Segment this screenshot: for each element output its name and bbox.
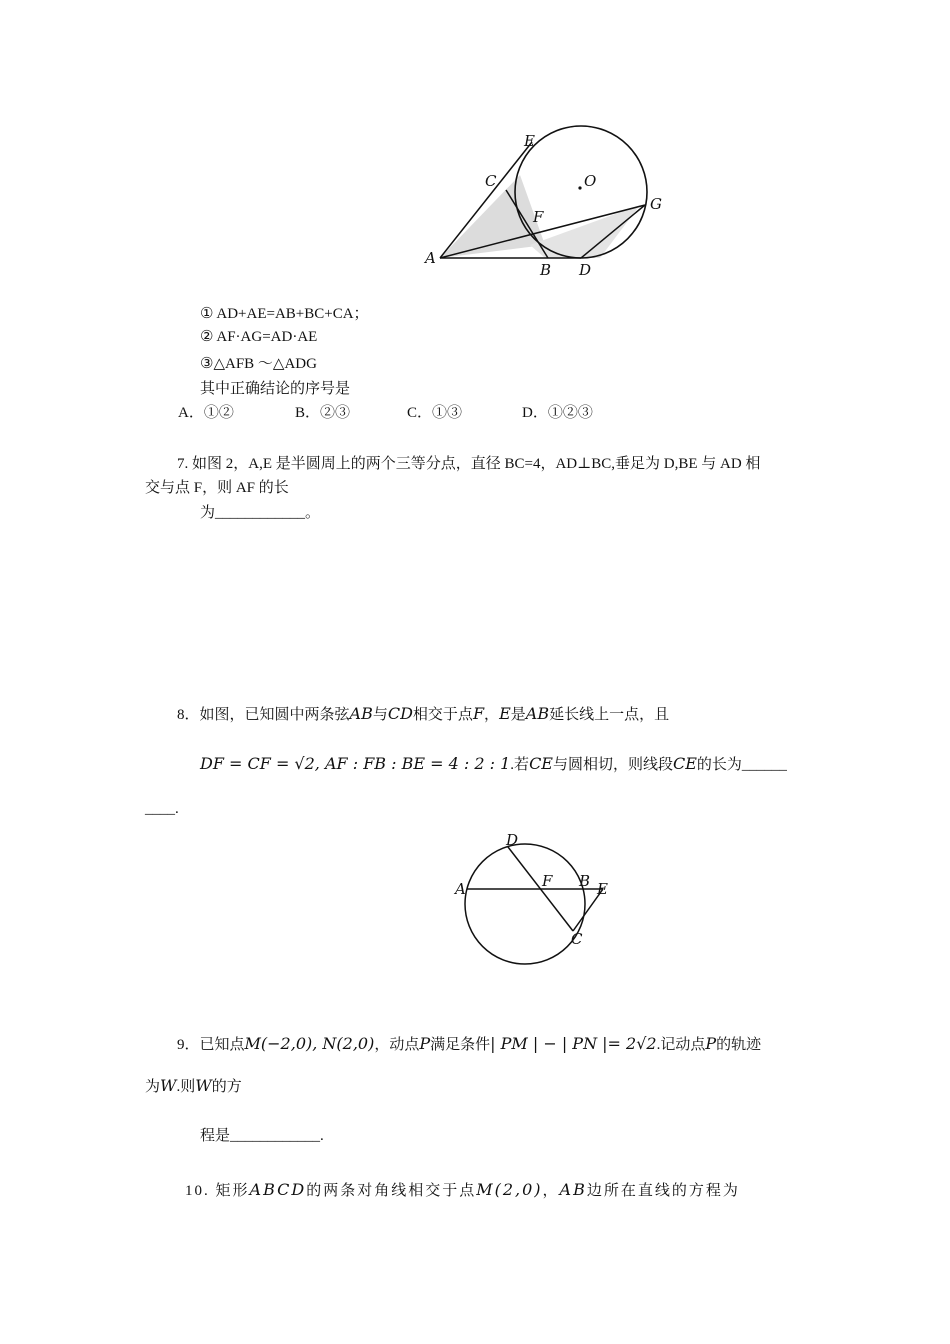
option-letter: A． <box>178 405 204 421</box>
math-abcd: ABCD <box>249 1180 307 1199</box>
q9-text: .则 <box>176 1079 196 1095</box>
q9-text: ，动点 <box>374 1037 420 1053</box>
label-b: B <box>540 261 552 279</box>
label-a: A <box>455 880 466 898</box>
q6-statement-3: ③△AFB ～△ADG <box>200 356 317 372</box>
label-d: D <box>579 261 592 279</box>
q7-line-1: 7. 如图 2，A,E 是半圆周上的两个三等分点，直径 BC=4，AD⊥BC,垂足为 D,BE 与 AD 相 <box>177 456 761 472</box>
label-c: C <box>571 930 583 948</box>
figure-intersecting-chords <box>450 825 620 970</box>
circle <box>465 844 585 964</box>
math-p: P <box>705 1034 717 1053</box>
center-dot <box>578 186 581 189</box>
q8-text: 8．如图，已知圆中两条弦 <box>177 707 350 723</box>
shaded-region-2 <box>530 205 640 258</box>
math-formula: DF = CF = √2, AF : FB : BE = 4 : 2 : 1 <box>200 754 511 773</box>
label-e: E <box>597 880 608 898</box>
label-o: O <box>584 172 597 190</box>
math-cd: CD <box>387 704 413 723</box>
q7-line-3: 为____________。 <box>200 505 321 521</box>
q8-line-2 <box>200 753 787 774</box>
math-w: W <box>195 1076 212 1095</box>
label-g: G <box>650 195 662 213</box>
math-ab: AB <box>559 1180 587 1199</box>
q10-text: ， <box>542 1183 560 1199</box>
q8-line-3: ____. <box>145 801 179 817</box>
math-condition: | PM | − | PN |= 2√2 <box>490 1034 657 1053</box>
q8-text: 与 <box>372 707 388 723</box>
label-f: F <box>542 872 553 890</box>
label-e: E <box>524 132 535 150</box>
figure-circle-tangents <box>420 120 680 285</box>
q9-text: 的轨迹 <box>716 1037 762 1053</box>
q10-line-1 <box>185 1179 740 1200</box>
math-ce: CE <box>529 754 553 773</box>
math-ab: AB <box>525 704 550 723</box>
q8-text: 的长为______ <box>696 757 787 773</box>
option-text: ②③ <box>320 405 351 421</box>
label-b: B <box>579 872 591 890</box>
option-letter: B． <box>295 405 321 421</box>
label-c: C <box>485 172 497 190</box>
option-text: ①②③ <box>547 405 593 421</box>
option-text: ①② <box>203 405 234 421</box>
q8-text: .若 <box>510 757 530 773</box>
q10-text: 边所在直线的方程为 <box>586 1183 740 1199</box>
q8-text: 是 <box>510 707 526 723</box>
label-d: D <box>506 831 519 849</box>
q8-line-1 <box>177 703 669 724</box>
math-points: M(−2,0), N(2,0) <box>244 1034 375 1053</box>
q6-option-c <box>407 401 462 422</box>
label-f: F <box>533 208 544 226</box>
q8-text: ， <box>484 707 500 723</box>
math-m: M(2,0) <box>476 1180 543 1199</box>
q9-line-2 <box>145 1075 242 1096</box>
option-letter: C． <box>407 405 433 421</box>
option-letter: D． <box>522 405 548 421</box>
q6-statement-1: ① AD+AE=AB+BC+CA； <box>200 306 369 322</box>
q6-option-b <box>295 401 350 422</box>
math-ab: AB <box>349 704 373 723</box>
math-ce: CE <box>673 754 697 773</box>
q9-text: 9．已知点 <box>177 1037 245 1053</box>
q9-text: 的方 <box>211 1079 242 1095</box>
q7-line-2: 交与点 F，则 AF 的长 <box>145 480 289 496</box>
q6-option-d <box>522 401 593 422</box>
math-e: E <box>499 704 511 723</box>
q9-text: .记动点 <box>656 1037 706 1053</box>
q10-text: 的两条对角线相交于点 <box>306 1183 477 1199</box>
q6-prompt: 其中正确结论的序号是 <box>200 381 351 397</box>
q9-line-3: 程是____________. <box>200 1128 324 1144</box>
math-p: P <box>419 1034 431 1053</box>
q8-text: 相交于点 <box>412 707 473 723</box>
q9-line-1 <box>177 1033 761 1054</box>
option-text: ①③ <box>432 405 463 421</box>
q10-text: 10. 矩形 <box>185 1183 250 1199</box>
q6-option-a <box>178 401 234 422</box>
q8-text: 与圆相切，则线段 <box>552 757 673 773</box>
math-f: F <box>472 704 485 723</box>
math-w: W <box>160 1076 177 1095</box>
label-a: A <box>425 249 436 267</box>
q8-text: 延长线上一点，且 <box>549 707 670 723</box>
q9-text: 为 <box>145 1079 161 1095</box>
q9-text: 满足条件 <box>430 1037 491 1053</box>
q6-statement-2: ② AF·AG=AD·AE <box>200 329 318 345</box>
